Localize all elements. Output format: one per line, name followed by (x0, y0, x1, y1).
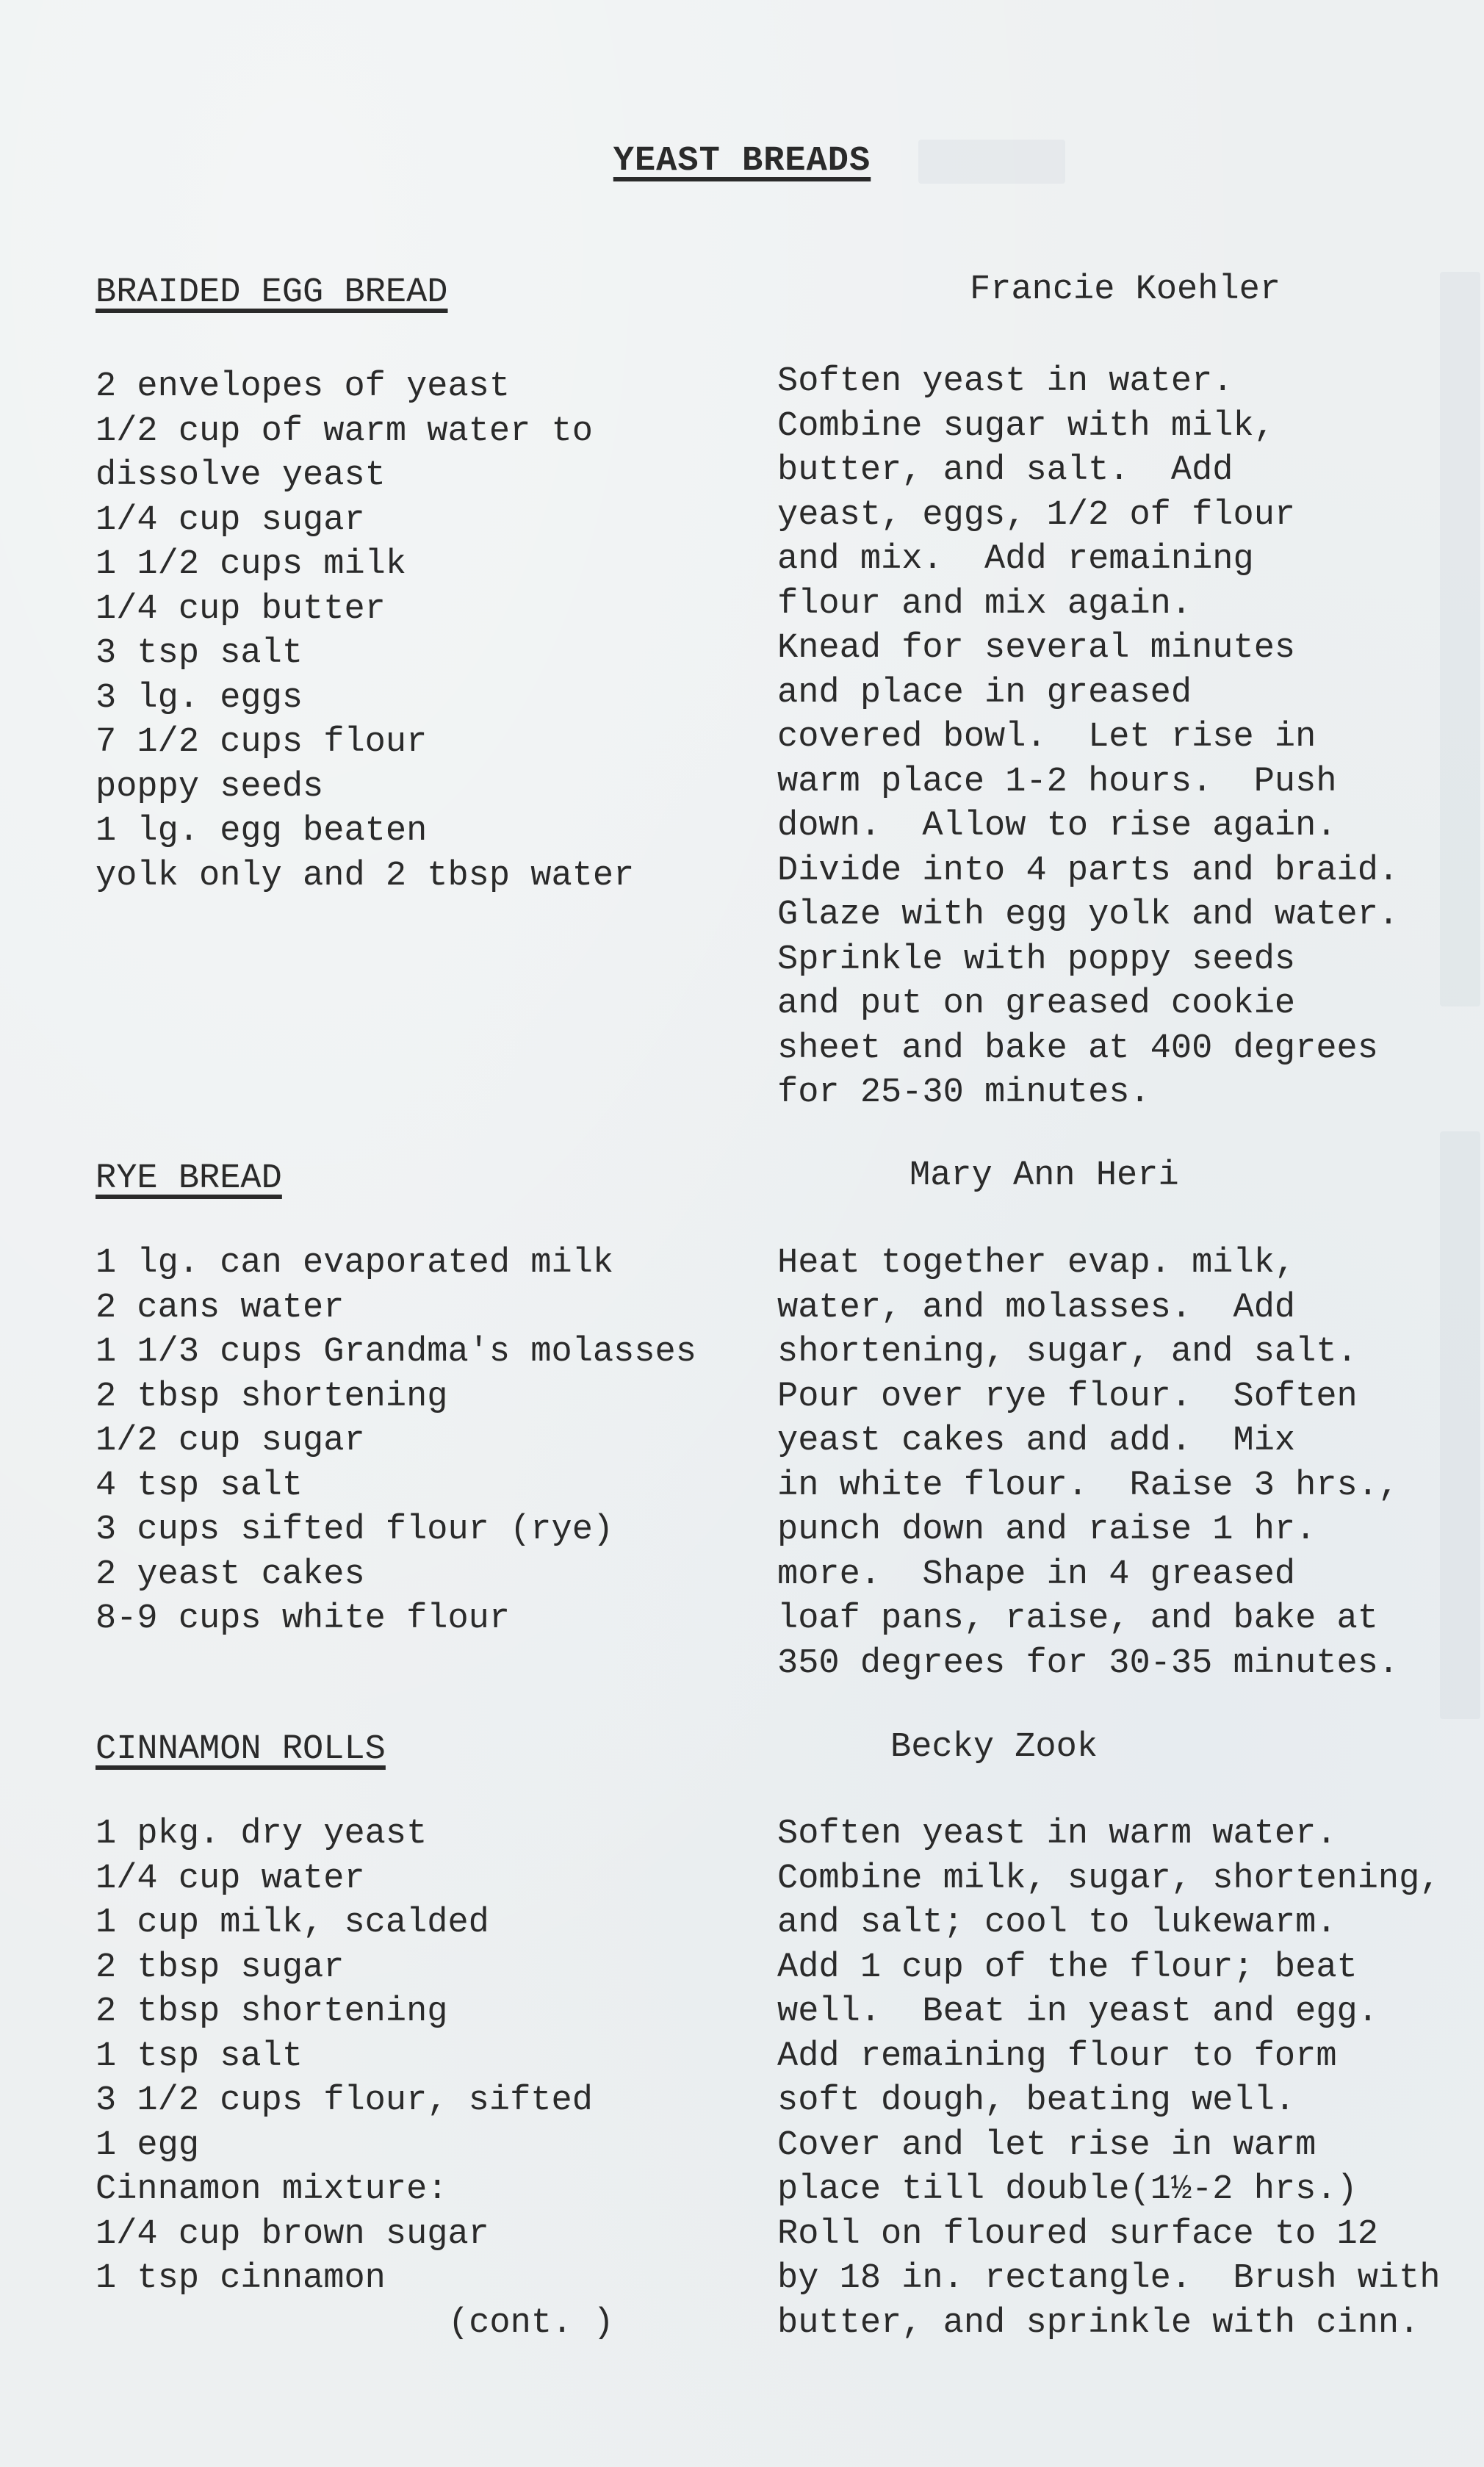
page-title (0, 142, 1484, 181)
ingredient-item: 2 envelopes of yeast (96, 367, 511, 406)
direction-line: loaf pans, raise, and bake at (777, 1599, 1378, 1638)
ingredient-item: 1 egg (96, 2125, 200, 2165)
direction-line: and place in greased (777, 673, 1192, 713)
ingredient-item: dissolve yeast (96, 456, 386, 495)
direction-line: soft dough, beating well. (777, 2081, 1296, 2120)
direction-line: Knead for several minutes (777, 629, 1296, 668)
direction-line: place till double(1½-2 hrs.) (777, 2170, 1358, 2209)
ingredient-item: 4 tsp salt (96, 1466, 303, 1505)
ingredient-list (96, 1242, 696, 1642)
ingredient-item: poppy seeds (96, 767, 324, 807)
ingredient-list (96, 365, 634, 898)
recipe-author: Francie Koehler (970, 270, 1281, 309)
direction-line: Divide into 4 parts and braid. (777, 851, 1400, 890)
ingredient-item: 2 tbsp shortening (96, 1992, 448, 2031)
direction-line: butter, and salt. Add (777, 451, 1233, 490)
directions-list (777, 1242, 1399, 1686)
direction-line: Combine sugar with milk, (777, 406, 1275, 446)
direction-line: sheet and bake at 400 degrees (777, 1029, 1378, 1068)
direction-line: punch down and raise 1 hr. (777, 1510, 1316, 1549)
direction-line: by 18 in. rectangle. Brush with (777, 2259, 1441, 2298)
ingredient-item: 3 tsp salt (96, 634, 303, 673)
ingredient-item: 1 pkg. dry yeast (96, 1815, 428, 1854)
directions-list (777, 360, 1399, 1116)
direction-line: Add remaining flour to form (777, 2036, 1337, 2076)
recipe-title: BRAIDED EGG BREAD (96, 273, 448, 312)
recipe-author: Mary Ann Heri (910, 1156, 1179, 1195)
direction-line: for 25-30 minutes. (777, 1073, 1150, 1112)
ingredient-item: 1/4 cup water (96, 1859, 365, 1898)
ingredient-item: Cinnamon mixture: (96, 2170, 448, 2209)
direction-line: Soften yeast in water. (777, 362, 1233, 401)
bleed-through-shade (1440, 1131, 1480, 1719)
recipe-author: Becky Zook (890, 1728, 1098, 1767)
direction-line: water, and molasses. Add (777, 1288, 1296, 1328)
direction-line: Glaze with egg yolk and water. (777, 896, 1400, 934)
bleed-through-shade (1440, 272, 1480, 1006)
ingredient-item: 2 tbsp shortening (96, 1377, 448, 1416)
direction-line: Roll on floured surface to 12 (777, 2214, 1378, 2254)
ingredient-item: 8-9 cups white flour (96, 1599, 511, 1638)
recipe-title: CINNAMON ROLLS (96, 1730, 386, 1769)
ingredient-item: yolk only and 2 tbsp water (96, 856, 635, 896)
ingredient-item: 1/4 cup brown sugar (96, 2214, 489, 2254)
ingredient-item: 2 yeast cakes (96, 1555, 365, 1594)
ingredient-item: 1 1/3 cups Grandma's molasses (96, 1333, 696, 1372)
direction-line: Combine milk, sugar, shortening, (777, 1859, 1441, 1898)
direction-line: more. Shape in 4 greased (777, 1555, 1296, 1594)
direction-line: yeast cakes and add. Mix (777, 1422, 1296, 1461)
ingredient-item: 7 1/2 cups flour (96, 723, 428, 762)
ingredient-item: 1/4 cup sugar (96, 500, 365, 540)
directions-list (777, 1812, 1441, 2346)
ingredient-item: 1 lg. egg beaten (96, 812, 428, 851)
ingredient-item: 3 lg. eggs (96, 678, 303, 718)
direction-line: yeast, eggs, 1/2 of flour (777, 495, 1296, 535)
direction-line: 350 degrees for 30-35 minutes. (777, 1643, 1400, 1683)
direction-line: Cover and let rise in warm (777, 2125, 1316, 2165)
recipe-title: RYE BREAD (96, 1159, 282, 1198)
continued-note: (cont. ) (448, 2304, 614, 2343)
direction-line: Pour over rye flour. Soften (777, 1377, 1358, 1416)
ingredient-item: 1 1/2 cups milk (96, 545, 407, 584)
direction-line: Soften yeast in warm water. (777, 1815, 1337, 1854)
ingredient-item: 1 tsp salt (96, 2036, 303, 2076)
direction-line: and salt; cool to lukewarm. (777, 1904, 1337, 1942)
direction-line: flour and mix again. (777, 584, 1192, 624)
direction-line: in white flour. Raise 3 hrs., (777, 1466, 1400, 1505)
direction-line: and mix. Add remaining (777, 540, 1254, 579)
page-title-text: YEAST BREADS (613, 142, 871, 181)
ingredient-item: 2 tbsp sugar (96, 1948, 345, 1987)
ingredient-item: 2 cans water (96, 1288, 345, 1328)
ingredient-item: 1 cup milk, scalded (96, 1904, 489, 1942)
ingredient-item: 1 lg. can evaporated milk (96, 1244, 614, 1283)
direction-line: and put on greased cookie (777, 984, 1296, 1023)
direction-line: shortening, sugar, and salt. (777, 1333, 1358, 1372)
ingredient-item: 3 cups sifted flour (rye) (96, 1510, 614, 1549)
direction-line: Add 1 cup of the flour; beat (777, 1948, 1358, 1987)
direction-line: covered bowl. Let rise in (777, 718, 1316, 757)
direction-line: down. Allow to rise again. (777, 807, 1337, 846)
direction-line: Heat together evap. milk, (777, 1244, 1296, 1283)
ingredient-item: 1/4 cup butter (96, 589, 386, 629)
ingredient-item: 1/2 cup sugar (96, 1422, 365, 1461)
ingredient-list (96, 1812, 593, 2302)
ingredient-item: 1/2 cup of warm water to (96, 411, 593, 451)
direction-line: warm place 1-2 hours. Push (777, 762, 1337, 802)
ingredient-item: 3 1/2 cups flour, sifted (96, 2081, 593, 2120)
direction-line: well. Beat in yeast and egg. (777, 1992, 1378, 2031)
direction-line: Sprinkle with poppy seeds (777, 940, 1296, 979)
direction-line: butter, and sprinkle with cinn. (777, 2303, 1420, 2343)
ingredient-item: 1 tsp cinnamon (96, 2259, 386, 2298)
